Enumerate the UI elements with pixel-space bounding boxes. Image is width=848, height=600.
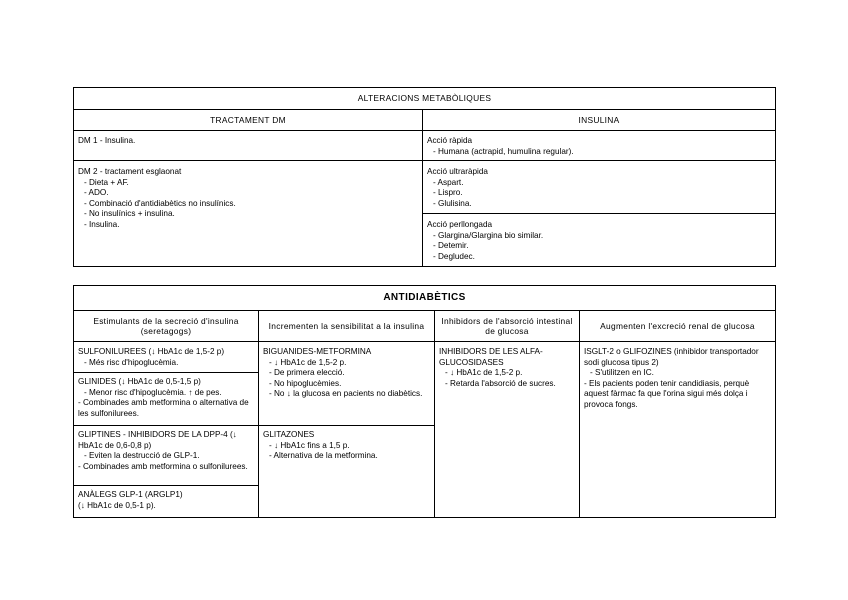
biguanides-item: - No ↓ la glucosa en pacients no diabètics. <box>269 389 423 398</box>
glinides-item: - Combinades amb metformina o alternativa de les sulfonilurees. <box>78 398 249 418</box>
isglt2-title: ISGLT-2 o GLIFOZINES (inhibidor transportador sodi glucosa tipus 2) <box>584 347 759 367</box>
dm2-item: - Combinació d'antidiabètics no insulínics. <box>84 198 236 208</box>
dm1-text: DM 1 - Insulina. <box>78 136 136 145</box>
biguanides-item: - ↓ HbA1c de 1,5-2 p. <box>269 357 347 367</box>
antidiabetics-table <box>73 285 776 518</box>
dm2-cell <box>74 161 423 267</box>
metabolic-alterations-table <box>73 87 776 267</box>
dm2-title: DM 2 - tractament esglaonat <box>78 167 182 176</box>
glitazones-item: - ↓ HbA1c fins a 1,5 p. <box>269 440 350 450</box>
header-insulina: INSULINA <box>423 110 776 131</box>
gliptins-title: GLIPTINES - INHIBIDORS DE LA DPP-4 (↓ HbA1c de 0,6-0,8 p) <box>78 430 237 450</box>
biguanides-item: - De primera elecció. <box>269 368 345 377</box>
glinides-title: GLINIDES (↓ HbA1c de 0,5-1,5 p) <box>78 377 201 386</box>
biguanides-cell <box>259 342 435 426</box>
isglt2-item: - S'utilitzen en IC. <box>590 368 654 377</box>
glp1-analogs-sub: (↓ HbA1c de 0,5-1 p). <box>78 500 156 510</box>
rapid-action-item: - Humana (actrapid, humulina regular). <box>433 146 574 156</box>
isglt2-item: - Els pacients poden tenir candidiasis, perquè aquest fàrmac fa que l'orina sigui més dolça i provoca fongs. <box>584 378 750 409</box>
glitazones-cell <box>259 426 435 518</box>
glp1-analogs-title: ANÀLEGS GLP-1 (ARGLP1) <box>78 490 183 499</box>
table2-title: ANTIDIABÈTICS <box>74 286 776 311</box>
table1-title: ALTERACIONS METABÒLIQUES <box>74 88 776 110</box>
header-sensitizers: Incrementen la sensibilitat a la insulina <box>259 311 435 342</box>
ultra-rapid-title: Acció ultraràpida <box>427 167 488 176</box>
rapid-action-title: Acció ràpida <box>427 136 473 145</box>
prolonged-action-item: - Glargina/Glargina bio similar. <box>433 230 544 240</box>
sulfonylureas-item: - Més risc d'hipoglucèmia. <box>84 357 179 367</box>
alpha-glucosidase-cell <box>435 342 580 518</box>
biguanides-item: - No hipoglucèmies. <box>269 378 342 388</box>
dm2-item: - No insulínics + insulina. <box>84 209 175 218</box>
ultra-rapid-item: - Aspart. <box>433 177 464 187</box>
dm2-item: - ADO. <box>84 188 109 197</box>
glinides-cell <box>74 373 259 426</box>
dm2-item: - Insulina. <box>84 219 120 229</box>
glitazones-item: - Alternativa de la metformina. <box>269 451 378 460</box>
sulfonylureas-cell <box>74 342 259 373</box>
ultra-rapid-item: - Glulisina. <box>433 198 472 208</box>
rapid-action-cell <box>423 131 776 161</box>
gliptins-item: - Combinades amb metformina o sulfonilurees. <box>78 461 248 471</box>
prolonged-action-title: Acció perllongada <box>427 220 493 229</box>
glitazones-title: GLITAZONES <box>263 430 315 439</box>
isglt2-cell <box>580 342 776 518</box>
ultra-rapid-cell <box>423 161 776 214</box>
prolonged-action-item: - Degludec. <box>433 251 475 261</box>
header-tractament-dm: TRACTAMENT DM <box>74 110 423 131</box>
biguanides-title: BIGUANIDES-METFORMINA <box>263 347 372 356</box>
prolonged-action-cell <box>423 214 776 267</box>
header-absorption-inhibitors: Inhibidors de l'absorció intestinal de glucosa <box>435 311 580 342</box>
prolonged-action-item: - Detemir. <box>433 241 469 250</box>
ultra-rapid-item: - Lispro. <box>433 188 463 197</box>
alpha-glucosidase-item: - Retarda l'absorció de sucres. <box>445 378 556 388</box>
gliptins-cell <box>74 426 259 486</box>
sulfonylureas-title: SULFONILUREES (↓ HbA1c de 1,5-2 p) <box>78 347 225 356</box>
glinides-item: - Menor risc d'hipoglucèmia. ↑ de pes. <box>84 387 222 397</box>
header-secretagogues: Estimulants de la secreció d'insulina (seretagogs) <box>74 311 259 342</box>
gliptins-item: - Eviten la destrucció de GLP-1. <box>84 451 200 460</box>
alpha-glucosidase-title: INHIBIDORS DE LES ALFA-GLUCOSIDASES <box>439 347 543 367</box>
glp1-analogs-cell <box>74 486 259 518</box>
dm1-cell <box>74 131 423 161</box>
dm2-item: - Dieta + AF. <box>84 177 129 187</box>
header-renal-excretion: Augmenten l'excreció renal de glucosa <box>580 311 776 342</box>
alpha-glucosidase-item: - ↓ HbA1c de 1,5-2 p. <box>445 368 523 377</box>
